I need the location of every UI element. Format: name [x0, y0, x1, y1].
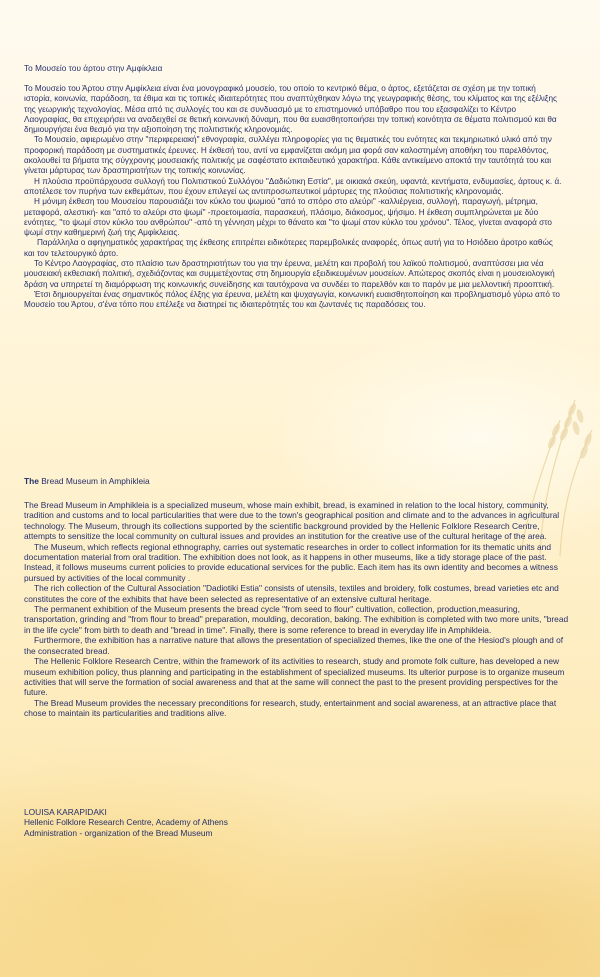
greek-paragraph: Έτσι δημιουργείται ένας σημαντικός πόλος έλξης για έρευνα, μελέτη και ψυχαγωγία, κοινωνική ευαισθητοποίηση και προβληματισμό γύρω από το Μουσείο του Άρτου, σ'ένα τόπο που επέλεξε να διατηρεί τις ιδιαιτερότητές του και ζωντανές τις παραδόσεις του. [24, 289, 560, 310]
english-title [24, 476, 150, 486]
english-body [24, 500, 569, 719]
english-title-rest: Bread Museum in Amphikleia [38, 476, 150, 486]
greek-paragraph: Η μόνιμη έκθεση του Μουσείου παρουσιάζει τον κύκλο του ψωμιού "από το σπόρο στο αλεύρι" -καλλιέργεια, συλλογή, παραγωγή, μέτρημα, μεταφορά, αλεστική- και "από το αλεύρι στο ψωμί" -προετοιμασία, παρασκευή, πλάσιμο, διάκοσμος, ψήσιμο. Η έκθεση συμπληρώνεται με δύο ενότητες, "το ψωμί στον κύκλο του ανθρώπου" -από τη γέννηση μέχρι το θάνατο και "το ψωμί στον κύκλο του χρόνου". Τέλος, γίνεται αναφορά στο ψωμί στην καθημερινή ζωή της Αμφίκλειας. [24, 197, 552, 238]
english-paragraph: The Bread Museum provides the necessary preconditions for research, study, entertainment and social awareness, at an attractive place that chose to maintain its particularities and traditions alive. [24, 697, 557, 719]
english-paragraph: The rich collection of the Cultural Association "Dadiotiki Estia" consists of utensils, textiles and broidery, folk costumes, bread varieties etc and constitutes the core of the exhibits that have been selected as representative of an extensive cultural heritage. [24, 583, 559, 604]
english-paragraph: The permanent exhibition of the Museum presents the bread cycle "from seed to flour" cultivation, collection, production,measuring, transportation, grinding and "from flour to bread" preparation, moulding, decoration, baking. The exhibition is completed with two more units, "bread in the life cycle" from birth to death and "bread in time". Finally, there is some reference to bread in everyday life in Amphikleia. [24, 604, 569, 635]
greek-title: Το Μουσείο του άρτου στην Αμφίκλεια [24, 64, 163, 73]
english-paragraph: The Bread Museum in Amphikleia is a specialized museum, whose main exhibit, bread, is examined in relation to the local history, community, tradition and customs and to local particularities that were due to the town's geographical position and climate and to the advances in agricultural technology. The Museum, through its collections supported by the scientific background provided by the Hellenic Folklore Research Centre, attempts to sensitize the local community on cultural issues and provides an institution for the creative use of the cultural heritage of the area. [24, 500, 560, 542]
signature-role: Administration - organization of the Bread Museum [24, 827, 213, 838]
greek-body [24, 84, 564, 311]
greek-paragraph: Το Μουσείο, αφιερωμένο στην "περιφερειακή" εθνογραφία, συλλέγει πληροφορίες για τις θεματικές του ενότητες και τεκμηριωτικό υλικό από την προφορική παράδοση με συστηματικές έρευνες. Η έκθεσή του, αντί να εμφανίζεται ακόμη μια φορά σαν καλοστημένη αποθήκη του παρελθόντος, ακολουθεί τα βήματα της σύγχρονης μουσειακής πολιτικής με σαφέστατο εκπαιδευτικό χαρακτήρα. Κάθε αντικείμενο αποκτά την ταυτότητά του και γίνεται μάρτυρας των δραστηριοτήτων της τοπικής κοινωνίας. [24, 135, 552, 176]
english-title-bold: The [24, 476, 39, 486]
signature-block [24, 807, 228, 838]
greek-paragraph: Το Μουσείο του Άρτου στην Αμφίκλεια είναι ένα μονογραφικό μουσείο, του οποίο το κεντρικό θέμα, ο άρτος, εξετάζεται σε σχέση με την τοπική ιστορία, κοινωνία, παράδοση, τα έθιμα και τις τοπικές ιδιαιτερότητες που αναπτύχθηκαν λόγω της γεωγραφικής θέσης, του κλίματος και της εξέλιξης της γεωργικής τεχνολογίας. Μέσα από τις συλλογές του και σε συνδυασμό με το επιστημονικό υπόβαθρο που του εξασφαλίζει το Κέντρο Λαογραφίας, θα επιχειρήσει να αναδειχθεί σε θετική κοινωνική δύναμη, που θα ευαισθητοποιήσει την τοπική κοινότητα σε θέματα πολιτισμού και θα δημιουργήσει ένα θεσμό για την αξιοποίηση της πολιτιστικής κληρονομιάς. [24, 84, 557, 135]
greek-paragraph: Η πλούσια προϋπάρχουσα συλλογή του Πολιτιστικού Συλλόγου "Δαδιώτικη Εστία", με οικιακά σκεύη, υφαντά, κεντήματα, ενδυμασίες, άρτους κ. ά. αποτέλεσε τον πυρήνα των εκθεμάτων, που έχουν επιλεγεί ως αντιπροσωπευτικοί μάρτυρες της πλούσιας πολιτιστικής κληρονομιάς. [24, 176, 562, 196]
greek-paragraph: Το Κέντρο Λαογραφίας, στο πλαίσιο των δραστηριοτήτων του για την έρευνα, μελέτη και προβολή του λαϊκού πολιτισμού, αναπτύσσει μια νέα μουσειακή εκθεσιακή πολιτική, σχεδιάζοντας και συμμετέχοντας στη δημιουργία εξειδικευμένων μουσείων. Απώτερος σκοπός είναι η μουσειολογική δράση να υπηρετεί τη διαμόρφωση της κοινωνικής συνείδησης και ταυτόχρονα να συνδέει το παρελθόν και το παρόν με μια μελλοντική προοπτική. [24, 259, 555, 289]
signature-name: LOUISA KARAPIDAKI [24, 807, 107, 817]
greek-paragraph: Παράλληλα ο αφηγηματικός χαρακτήρας της έκθεσης επιτρέπει ειδικότερες παρεμβολικές αναφορές, όπως αυτή για το Ησιόδειο άροτρο καθώς και τον τελετουργικό άρτο. [24, 238, 553, 258]
english-paragraph: The Hellenic Folklore Research Centre, within the framework of its activities to research, study and promote folk culture, has developed a new museum exhibition policy, thus planning and participating in the establishment of specialized museums. Its ulterior purpose is to organize museum activities that will serve the formation of social awareness and that at the same will connect the past to the present providing perspectives for the future. [24, 656, 565, 698]
english-paragraph: The Museum, which reflects regional ethnography, carries out systematic researches in order to collect information for its thematic units and documentation material from oral tradition. The exhibition does not look, as it happens in other museums, like a tidy storage place of the past. Instead, it follows museums current policies to provide educational services for the public. Each item has its own identity and becomes a witness pursued by activities of the local community . [24, 541, 558, 583]
signature-affiliation: Hellenic Folklore Research Centre, Academy of Athens [24, 817, 228, 828]
english-paragraph: Furthermore, the exhibition has a narrative nature that allows the presentation of specialized themes, like the one of the Hesiod's plough and of the consecrated bread. [24, 635, 564, 656]
